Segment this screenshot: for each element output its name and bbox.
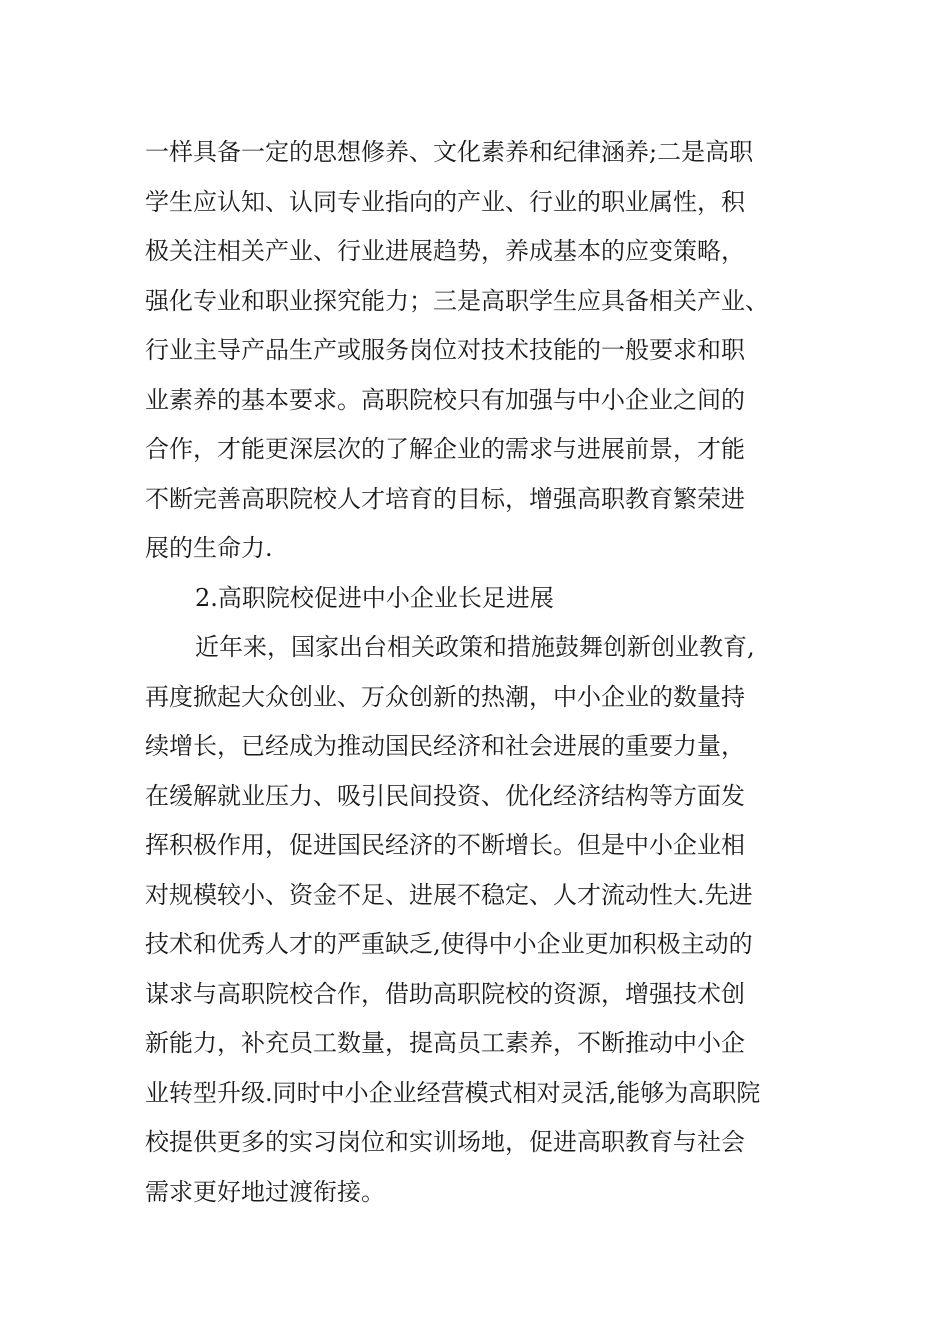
text-line: 挥积极作用，促进国民经济的不断增长。但是中小企业相 — [145, 831, 745, 859]
text-line: 近年来，国家出台相关政策和措施鼓舞创新创业教育, — [195, 633, 755, 661]
text-line: 极关注相关产业、行业进展趋势，养成基本的应变策略， — [145, 237, 745, 265]
text-line: 校提供更多的实习岗位和实训场地，促进高职教育与社会 — [145, 1128, 745, 1156]
text-line: 再度掀起大众创业、万众创新的热潮，中小企业的数量持 — [145, 682, 745, 711]
text-line: 对规模较小、资金不足、进展不稳定、人才流动性大.先进 — [145, 880, 753, 909]
text-line: 一样具备一定的思想修养、文化素养和纪律涵养;二是高职 — [145, 138, 754, 166]
text-line: 强化专业和职业探究能力；三是高职学生应具备相关产业、 — [145, 286, 769, 315]
paragraph — [145, 623, 805, 1217]
text-line: 谋求与高职院校合作，借助高职院校的资源，增强技术创 — [145, 979, 745, 1008]
text-line: 技术和优秀人才的严重缺乏,使得中小企业更加积极主动的 — [145, 930, 753, 958]
text-line: 合作，才能更深层次的了解企业的需求与进展前景，才能 — [145, 435, 745, 463]
document-body — [145, 128, 805, 1217]
text-line: 展的生命力. — [145, 534, 273, 562]
text-line: 不断完善高职院校人才培育的目标，增强高职教育繁荣进 — [145, 484, 745, 513]
text-line: 学生应认知、认同专业指向的产业、行业的职业属性，积 — [145, 187, 745, 216]
text-line: 新能力，补充员工数量，提高员工素养，不断推动中小企 — [145, 1029, 745, 1057]
text-line: 业转型升级.同时中小企业经营模式相对灵活,能够为高职院 — [145, 1078, 761, 1107]
text-line: 行业主导产品生产或服务岗位对技术技能的一般要求和职 — [145, 336, 745, 364]
text-line: 续增长，已经成为推动国民经济和社会进展的重要力量， — [145, 732, 745, 760]
text-line: 需求更好地过渡衔接。 — [145, 1177, 385, 1206]
text-line: 业素养的基本要求。高职院校只有加强与中小企业之间的 — [145, 385, 745, 414]
section-heading: 2.高职院校促进中小企业长足进展 — [195, 583, 554, 612]
paragraph-continuation — [145, 128, 805, 574]
text-line: 在缓解就业压力、吸引民间投资、优化经济结构等方面发 — [145, 781, 745, 810]
